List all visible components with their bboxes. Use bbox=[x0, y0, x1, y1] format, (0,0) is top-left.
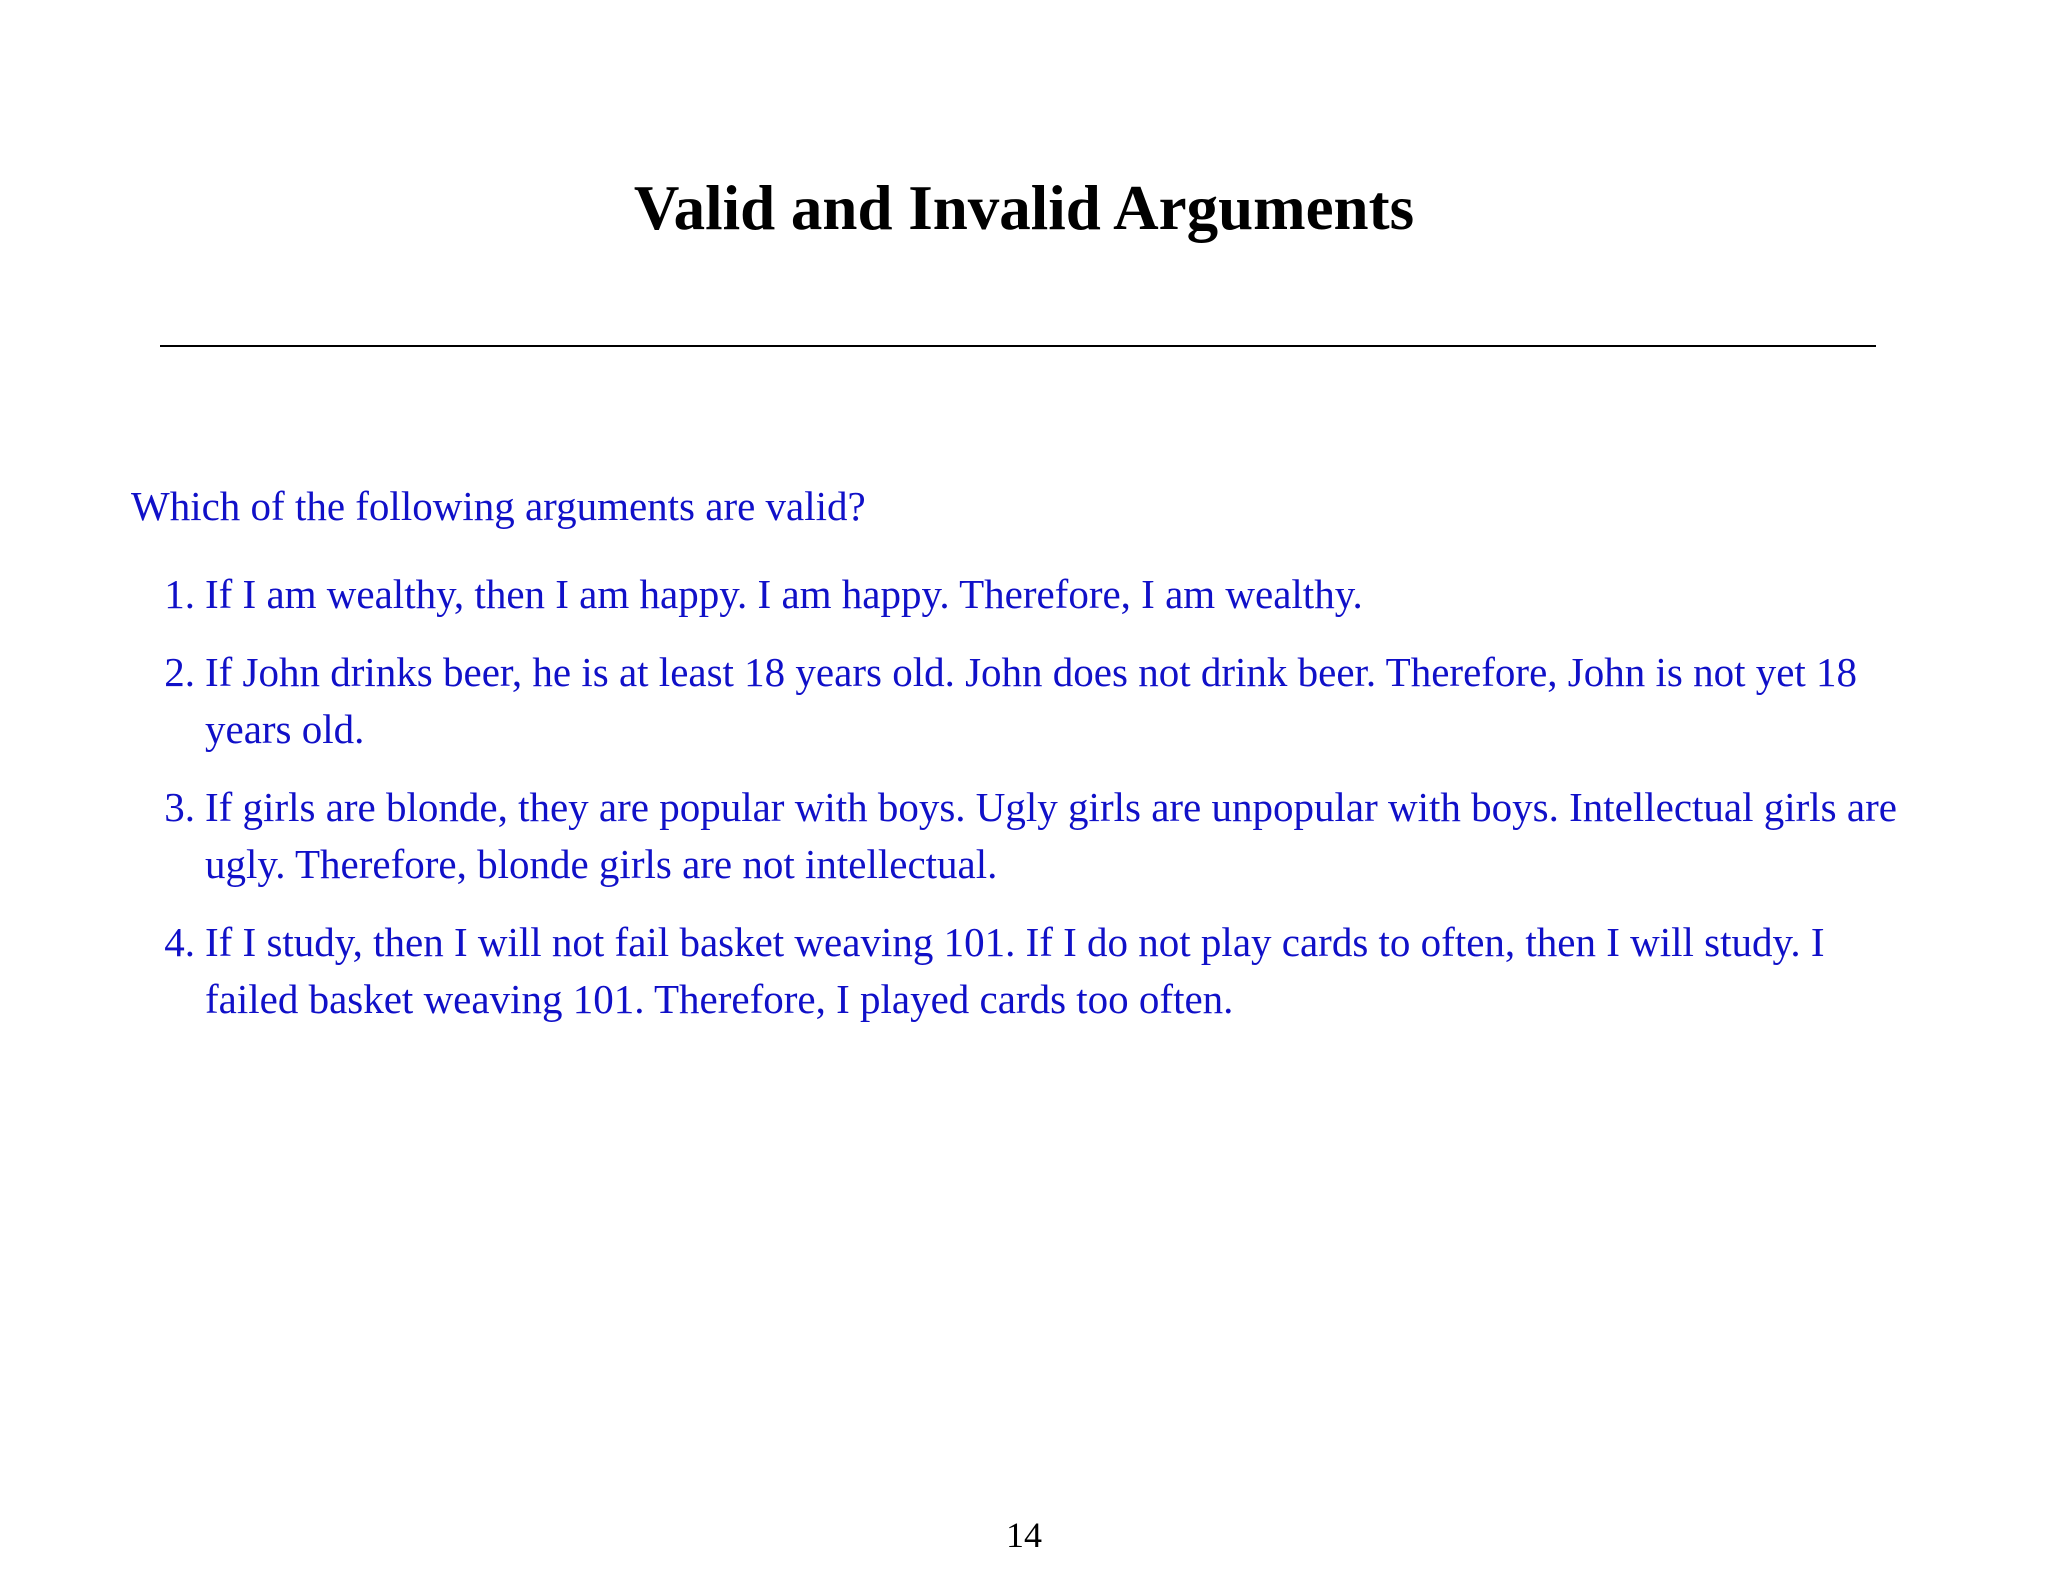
list-item bbox=[131, 914, 1901, 1028]
slide-title: Valid and Invalid Arguments bbox=[633, 173, 1415, 243]
item-text: If I am wealthy, then I am happy. I am happy. Therefore, I am wealthy. bbox=[205, 571, 1363, 617]
list-item bbox=[131, 644, 1901, 758]
list-item bbox=[131, 779, 1901, 893]
item-number: 1. bbox=[164, 571, 195, 617]
list-item bbox=[131, 566, 1901, 623]
page-number: 14 bbox=[1006, 1515, 1042, 1555]
question-text: Which of the following arguments are valid? bbox=[131, 483, 866, 529]
item-text: If girls are blonde, they are popular with boys. Ugly girls are unpopular with boys. Intellectual girls are ugly. Therefore, blonde girls are not intellectual. bbox=[205, 784, 1897, 887]
item-number: 2. bbox=[164, 649, 195, 695]
item-number: 3. bbox=[164, 784, 195, 830]
item-text: If I study, then I will not fail basket weaving 101. If I do not play cards to often, then I will study. I failed basket weaving 101. Therefore, I played cards too often. bbox=[205, 919, 1825, 1022]
slide-body bbox=[131, 476, 1901, 1049]
item-text: If John drinks beer, he is at least 18 years old. John does not drink beer. Therefore, John is not yet 18 years old. bbox=[205, 649, 1858, 752]
item-number: 4. bbox=[164, 919, 195, 965]
title-divider bbox=[160, 345, 1876, 347]
argument-list bbox=[131, 566, 1901, 1028]
